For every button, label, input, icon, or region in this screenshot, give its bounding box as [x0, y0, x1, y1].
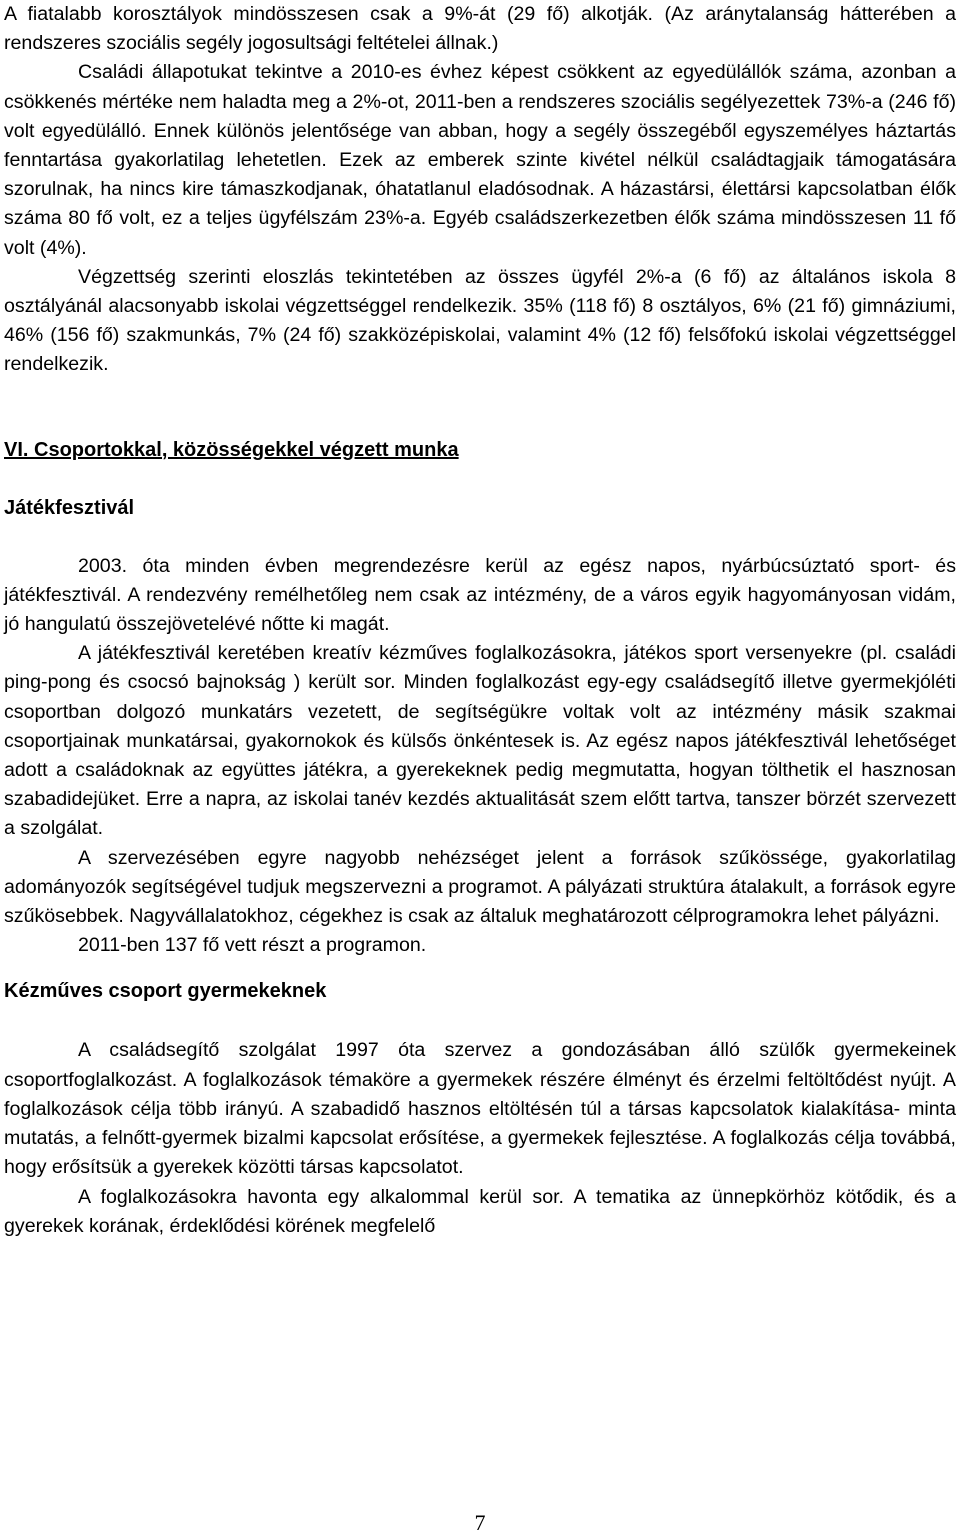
- festival-paragraph-attendance: 2011-ben 137 fő vett részt a programon.: [78, 934, 427, 957]
- spacer: [4, 960, 956, 977]
- spacer: [4, 523, 956, 552]
- paragraph-family-status: Családi állapotukat tekintve a 2010-es évhez képest csökkent az egyedülállók száma, azonban a csökkenés mértéke nem haladta meg a 2%-ot, 2011-ben a rendszeres szociális segélyezettek 73%-a (246 fő) volt egyedülálló. Ennek különös jelentősége van abban, hogy a segély összegéből egyszemélyes háztartás fenntartása gyakorlatilag lehetetlen. Ezek az emberek szinte kivétel nélkül családtagjaik támogatására szorulnak, ha nincs kire támaszkodjanak, óhatatlanul eladósodnak. A házastársi, élettársi kapcsolatban élők száma 80 fő volt, ez a teljes ügyfélszám 23%-a. Egyéb családszerkezetben élők száma mindösszesen 11 fő volt (4%).: [4, 61, 956, 259]
- crafts-paragraph-schedule: A foglalkozásokra havonta egy alkalommal kerül sor. A tematika az ünnepkörhöz kötődik, és a gyerekek korának, érdeklődési körének megfelelő: [4, 1185, 956, 1237]
- paragraph-education: Végzettség szerinti eloszlás tekintetében az összes ügyfél 2%-a (6 fő) az általános iskola 8 osztályánál alacsonyabb iskolai végzettséggel rendelkezik. 35% (118 fő) 8 osztályos, 6% (21 fő) gimnáziumi, 46% (156 fő) szakmunkás, 7% (24 fő) szakközépiskolai, valamint 4% (12 fő) felsőfokú iskolai végzettséggel rendelkezik.: [4, 265, 956, 376]
- spacer: [4, 1006, 956, 1036]
- festival-paragraph-program: A játékfesztivál keretében kreatív kézműves foglalkozásokra, játékos sport versenyekre (pl. családi ping-pong és csocsó bajnokság ) került sor. Minden foglalkozást egy-egy családsegítő illetve gyermekjóléti csoportban dolgozó munkatárs vezetett, de segítségükre voltak volt az intézmény másik szakmai csoportjainak munkatársai, gyakornokok és külsős önkéntesek is. Az egész napos játékfesztivál lehetőséget adott a családoknak az együttes játékra, a gyerekeknek pedig megmutatta, hogyan tölthetik el hasznosan szabadidejüket. Erre a napra, az iskolai tanév kezdés aktualitását szem előtt tartva, tanszer börzét szervezett a szolgálat.: [4, 642, 956, 840]
- section-heading: VI. Csoportokkal, közösségekkel végzett munka: [4, 438, 459, 461]
- crafts-paragraph-intro: A családsegítő szolgálat 1997 óta szervez a gondozásában álló szülők gyermekeinek csoportfoglalkozást. A foglalkozások témaköre a gyermekek részére élményt és érzelmi feltöltődést nyújt. A foglalkozások célja több irányú. A szabadidő hasznos eltöltésén túl a társas kapcsolatok kialakítása- minta mutatás, a felnőtt-gyermek bizalmi kapcsolat erősítése, a gyermekek fejlesztése. A foglalkozás célja továbbá, hogy erősítsük a gyerekek közötti társas kapcsolatot.: [4, 1039, 956, 1179]
- document-page: [4, 0, 956, 1241]
- spacer: [4, 380, 956, 436]
- paragraph-age-groups: A fiatalabb korosztályok mindösszesen csak a 9%-át (29 fő) alkotják. (Az aránytalanság hátterében a rendszeres szociális segély jogosultsági feltételei állnak.): [4, 3, 956, 55]
- spacer: [4, 465, 956, 494]
- festival-paragraph-funding: A szervezésében egyre nagyobb nehézséget jelent a források szűkössége, gyakorlatilag adományozók segítségével tudjuk megszervezni a programot. A pályázati struktúra átalakult, a források egyre szűkösebbek. Nagyvállalatokhoz, cégekhez is csak az általuk meghatározott célprogramokra lehet pályázni.: [4, 846, 956, 928]
- page-number: 7: [474, 1510, 486, 1535]
- festival-paragraph-intro: 2003. óta minden évben megrendezésre kerül az egész napos, nyárbúcsúztató sport- és játékfesztivál. A rendezvény remélhetőleg nem csak az intézmény, de a város egyik hagyományosan vidám, jó hangulatú összejövetelévé nőtte ki magát.: [4, 554, 956, 636]
- crafts-heading: Kézműves csoport gyermekeknek: [4, 980, 327, 1003]
- festival-heading: Játékfesztivál: [4, 496, 135, 519]
